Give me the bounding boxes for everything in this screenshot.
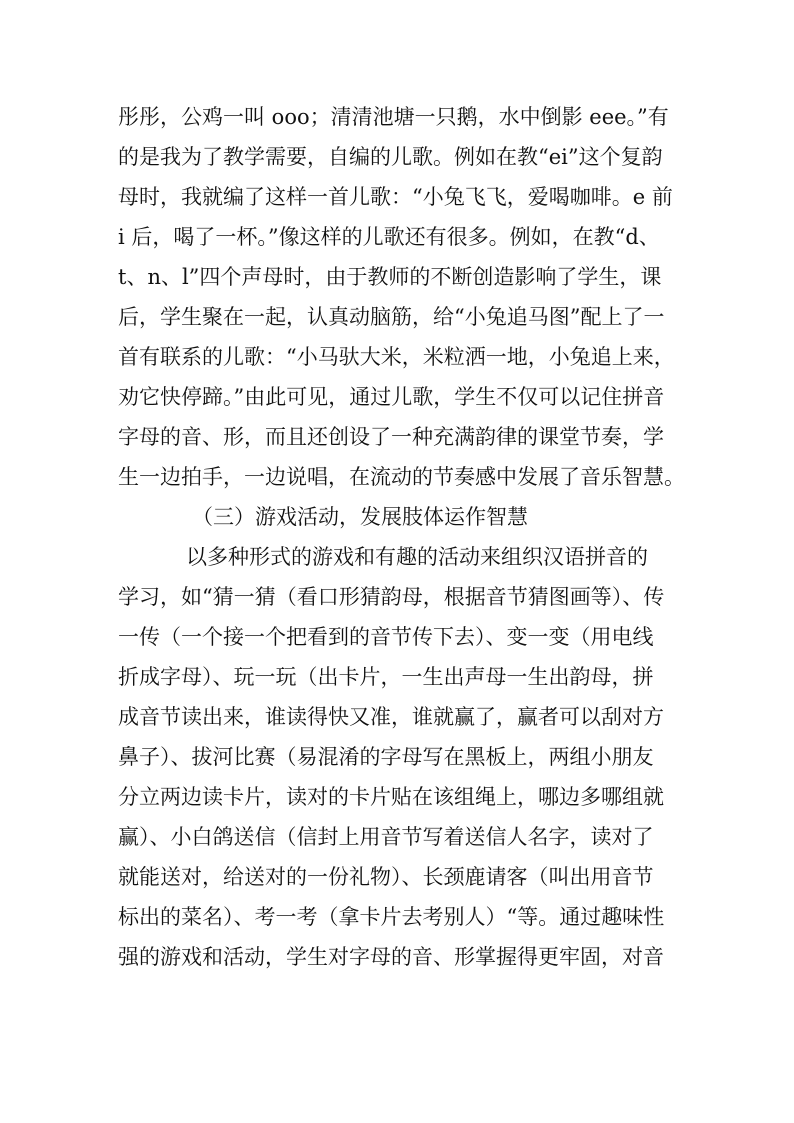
text-line: 就能送对，给送对的一份礼物）、长颈鹿请客（叫出用音节 [118, 864, 654, 889]
text-line: 标出的菜名）、考一考（拿卡片去考别人）“等。通过趣味性 [118, 904, 665, 929]
text-line: 生一边拍手，一边说唱，在流动的节奏感中发展了音乐智慧。 [118, 464, 685, 489]
text-line: 后，学生聚在一起，认真动脑筋，给“小兔追马图”配上了一 [118, 304, 665, 329]
text-line: 一传（一个接一个把看到的音节传下去）、变一变（用电线 [118, 624, 654, 649]
text-line: 彤彤，公鸡一叫 ooo；清清池塘一只鹅，水中倒影 eee。”有 [118, 105, 669, 129]
text-line: 赢）、小白鸽送信（信封上用音节写着送信人名字，读对了 [118, 824, 654, 849]
text-line: 母时，我就编了这样一首儿歌：“小兔飞飞，爱喝咖啡。e 前 [118, 184, 673, 209]
text-line: 成音节读出来，谁读得快又准，谁就赢了，赢者可以刮对方 [118, 704, 664, 729]
text-line: 强的游戏和活动，学生对字母的音、形掌握得更牢固，对音 [118, 944, 664, 969]
paragraph-first-line: 以多种形式的游戏和有趣的活动来组织汉语拼音的 [186, 544, 648, 569]
text-line: 首有联系的儿歌：“小马驮大米，米粒洒一地，小兔追上来， [118, 344, 675, 369]
text-line: 字母的音、形，而且还创设了一种充满韵律的课堂节奏，学 [118, 424, 664, 449]
text-line: 学习，如“猜一猜（看口形猜韵母，根据音节猜图画等）、传 [118, 584, 665, 609]
text-line: t、n、l”四个声母时，由于教师的不断创造影响了学生，课 [118, 264, 662, 289]
text-line: 的是我为了教学需要，自编的儿歌。例如在教“ei”这个复韵 [118, 144, 663, 169]
text-line: 分立两边读卡片，读对的卡片贴在该组绳上，哪边多哪组就 [118, 784, 664, 809]
body-text [118, 100, 685, 980]
text-line: 劝它快停蹄。”由此可见，通过儿歌，学生不仅可以记住拼音 [118, 384, 665, 409]
text-line: i 后，喝了一杯。”像这样的儿歌还有很多。例如，在教“d、 [118, 224, 660, 249]
text-line: 折成字母）、玩一玩（出卡片，一生出声母一生出韵母，拼 [118, 664, 654, 689]
section-heading: （三）游戏活动，发展肢体运作智慧 [192, 504, 528, 529]
text-line: 鼻子）、拔河比赛（易混淆的字母写在黑板上，两组小朋友 [118, 744, 654, 769]
